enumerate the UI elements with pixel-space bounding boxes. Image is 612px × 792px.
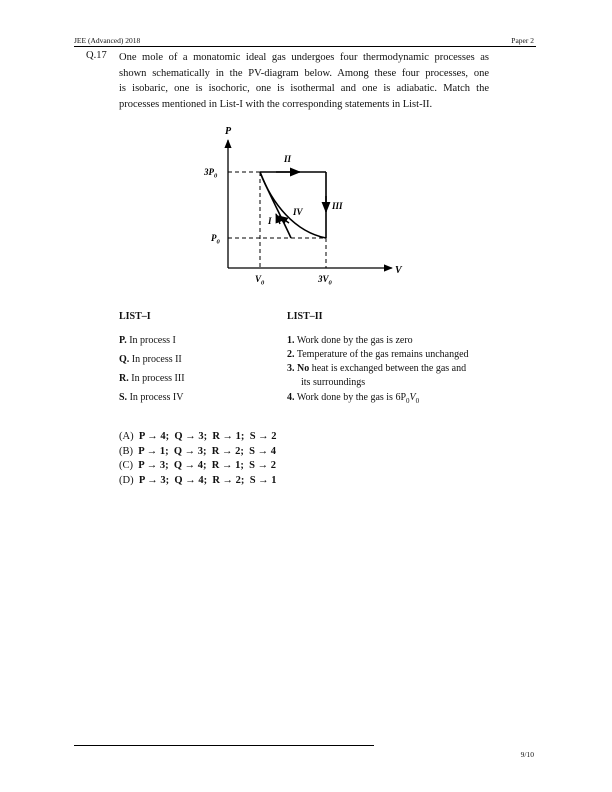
p-axis-label: P xyxy=(225,126,232,137)
process-i-curve xyxy=(260,172,291,238)
option-d[interactable]: (D) P → 3; Q → 4; R → 2; S → 1 xyxy=(119,474,277,486)
option-a[interactable]: (A) P → 4; Q → 3; R → 1; S → 2 xyxy=(119,431,277,442)
label-process-iii: III xyxy=(332,201,343,211)
list-1-item: P. In process I xyxy=(119,335,176,346)
page-number: 9/10 xyxy=(520,750,534,759)
tick-p0: $P_0$ xyxy=(211,233,220,246)
tick-3p0: $3P_0$ xyxy=(204,167,218,180)
list-2-item: 4. Work done by the gas is $6P_0V_0$ xyxy=(287,392,420,405)
question-line: shown schematically in the PV-diagram below. Among these four processes, one xyxy=(119,67,489,79)
list-2-item-continuation: its surroundings xyxy=(301,377,366,388)
header-paper-label: Paper 2 xyxy=(511,36,534,45)
question-line: One mole of a monatomic ideal gas undergoes four thermodynamic processes as xyxy=(119,52,489,63)
question-text xyxy=(119,50,489,112)
footer-rule xyxy=(74,745,374,746)
option-c[interactable]: (C) P → 3; Q → 4; R → 1; S → 2 xyxy=(119,460,276,472)
question-line: processes mentioned in List-I with the corresponding statements in List-II. xyxy=(119,98,433,110)
list-1-item: S. In process IV xyxy=(119,392,184,403)
list-2-item: 3. No heat is exchanged between the gas and xyxy=(287,363,467,374)
option-b[interactable]: (B) P → 1; Q → 3; R → 2; S → 4 xyxy=(119,445,276,457)
question-number: Q.17 xyxy=(86,50,107,61)
tick-3v0: $3V_0$ xyxy=(318,274,332,287)
pv-diagram xyxy=(190,120,420,290)
list-2-item: 2. Temperature of the gas remains unchanged xyxy=(287,349,469,360)
process-iv-curve xyxy=(260,172,326,238)
label-process-i: I xyxy=(268,216,272,226)
tick-v0: $V_0$ xyxy=(255,274,265,287)
header-rule xyxy=(74,46,536,47)
header-exam-title: JEE (Advanced) 2018 xyxy=(74,36,141,45)
label-process-iv: IV xyxy=(293,207,303,217)
label-process-ii: II xyxy=(284,154,292,164)
list-2-item: 1. Work done by the gas is zero xyxy=(287,335,413,346)
list-1-title: LIST–I xyxy=(119,311,151,322)
list-1-item: Q. In process II xyxy=(119,354,182,365)
list-1-item: R. In process III xyxy=(119,373,185,384)
list-2-title: LIST–II xyxy=(287,311,323,322)
answer-options xyxy=(119,430,277,488)
question-line: is isobaric, one is isochoric, one is isothermal and one is adiabatic. Match the xyxy=(119,83,489,95)
v-axis-label: V xyxy=(395,265,402,276)
